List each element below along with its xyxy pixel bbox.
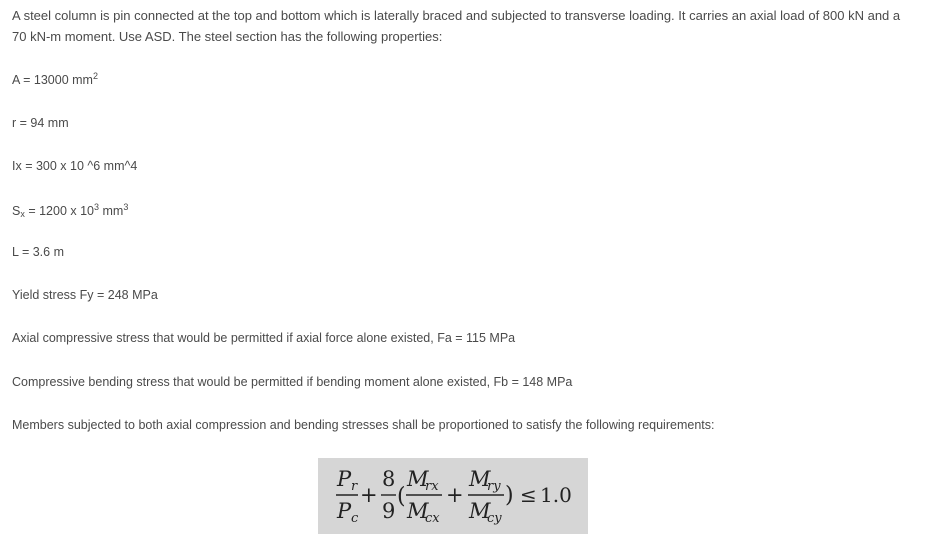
property-radius: r = 94 mm	[12, 116, 69, 130]
formula-ry-sub: ry	[487, 479, 501, 494]
formula-right-paren: )	[505, 483, 514, 508]
requirement-text: Members subjected to both axial compression and bending stresses shall be proportioned to satisfy the following requirements:	[12, 418, 715, 432]
formula-rx-sub: rx	[425, 479, 439, 494]
formula-r-sub: r	[351, 479, 358, 494]
formula-left-paren: (	[397, 484, 406, 509]
formula-m-cy: M	[469, 499, 491, 523]
area-label: A = 13000 mm	[12, 73, 93, 87]
property-fy: Yield stress Fy = 248 MPa	[12, 288, 158, 302]
property-ix: Ix = 300 x 10 ^6 mm^4	[12, 159, 138, 173]
formula-p-top: P	[337, 467, 352, 491]
formula-m-cx: M	[407, 499, 429, 523]
property-fb: Compressive bending stress that would be permitted if bending moment alone existed, Fb = 148 MPa	[12, 375, 573, 389]
formula-svg	[318, 458, 588, 534]
sx-exponent-1: 3	[94, 202, 100, 212]
formula-plus-1: +	[360, 483, 378, 507]
property-length: L = 3.6 m	[12, 245, 64, 259]
problem-intro: A steel column is pin connected at the top and bottom which is laterally braced and subjected to transverse loading. It carries an axial load of 800 kN and a 70 kN-m moment. Use ASD. The steel section has the following properties:	[12, 8, 901, 44]
formula-cy-sub: cy	[487, 511, 502, 526]
sx-subscript: x	[20, 209, 25, 219]
sx-prefix: S	[12, 204, 21, 218]
formula-cx-sub: cx	[425, 511, 440, 526]
sx-exponent-2: 3	[123, 202, 129, 212]
sx-unit: mm	[99, 204, 124, 218]
formula-c-sub: c	[351, 511, 359, 526]
sx-value: = 1200 x 10	[24, 204, 94, 218]
formula-m-rx: M	[407, 467, 429, 491]
formula-eight: 8	[382, 467, 396, 491]
property-fa: Axial compressive stress that would be permitted if axial force alone existed, Fa = 115 MPa	[12, 331, 516, 345]
formula-leq: ≤	[520, 483, 537, 507]
area-exponent: 2	[92, 71, 98, 81]
formula-m-ry: M	[469, 467, 491, 491]
formula-plus-2: +	[446, 483, 464, 507]
property-area	[12, 71, 98, 87]
interaction-formula	[318, 458, 588, 534]
formula-nine: 9	[382, 499, 396, 523]
formula-one: 1.0	[540, 483, 572, 507]
property-sx	[12, 202, 128, 219]
formula-p-bottom: P	[337, 499, 352, 523]
